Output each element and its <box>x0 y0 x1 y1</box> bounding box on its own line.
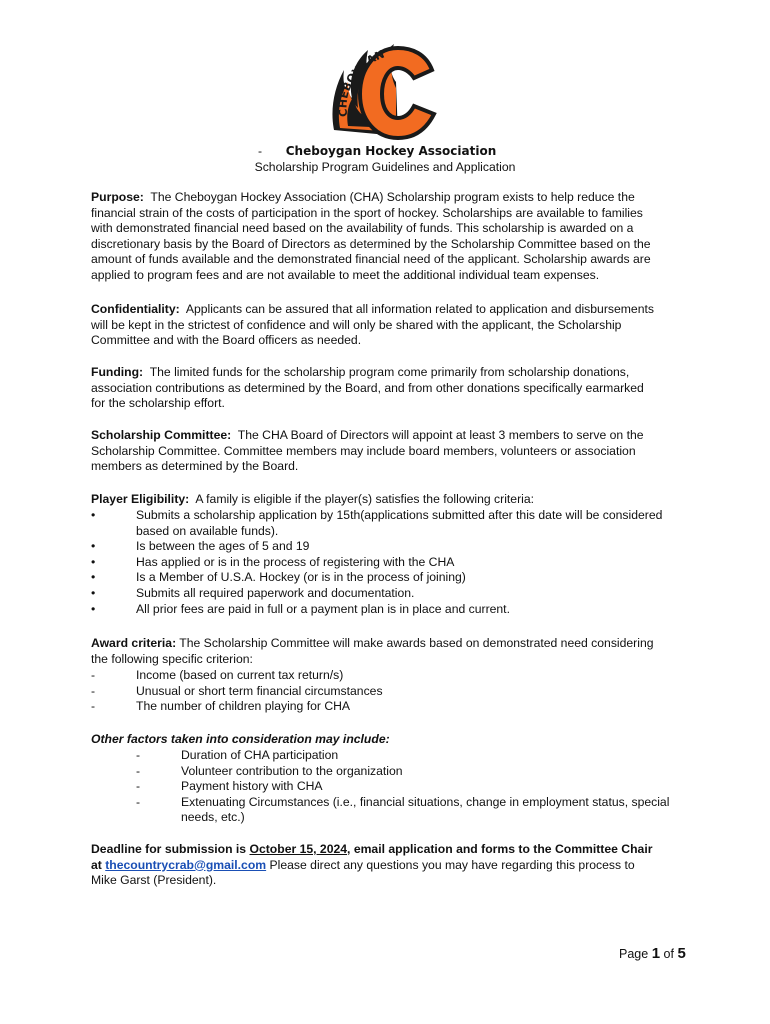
purpose-label: Purpose: <box>91 190 144 204</box>
funding-line: The limited funds for the scholarship program come primarily from scholarship donations, <box>149 365 630 379</box>
award-line: The Scholarship Committee will make awards based on demonstrated need considering <box>179 636 654 650</box>
bullet-marker: • <box>91 539 96 554</box>
committee-line: members as determined by the Board. <box>91 459 299 474</box>
eligibility-heading <box>91 492 691 508</box>
eligibility-list <box>91 508 701 617</box>
header-dash: - <box>258 144 263 158</box>
bullet-marker: • <box>91 585 96 600</box>
list-item <box>136 748 696 764</box>
committee-line: Scholarship Committee. Committee members may include board members, volunteers or association <box>91 443 636 458</box>
dash-marker: - <box>136 779 141 794</box>
list-item-text: The number of children playing for CHA <box>136 699 351 714</box>
funding-line: for the scholarship effort. <box>91 396 225 411</box>
purpose-line: financial strain of the costs of participation in the sport of hockey. Scholarships are available to families <box>91 205 643 220</box>
funding-section <box>91 365 691 412</box>
list-item <box>91 699 701 715</box>
list-item-text: Payment history with CHA <box>181 779 323 794</box>
dash-marker: - <box>136 794 141 809</box>
document-subtitle: Scholarship Program Guidelines and Application <box>254 160 516 174</box>
list-item <box>91 668 701 684</box>
list-item <box>136 779 696 795</box>
award-line: the following specific criterion: <box>91 651 253 666</box>
deadline-middle: , email application and forms to the Committee Chair <box>347 842 653 856</box>
list-item <box>136 764 696 780</box>
dash-marker: - <box>136 763 141 778</box>
deadline-at: at <box>91 857 106 872</box>
list-item-text: All prior fees are paid in full or a payment plan is in place and current. <box>136 601 510 616</box>
purpose-section <box>91 190 691 284</box>
list-item-text: Volunteer contribution to the organization <box>181 763 403 778</box>
page-word: Page <box>619 947 649 961</box>
deadline-section <box>91 842 701 889</box>
list-item <box>136 795 696 826</box>
purpose-line: with demonstrated financial need based on the availability of funds. This scholarship is awarded on a <box>91 221 634 236</box>
eligibility-label: Player Eligibility: <box>91 492 190 506</box>
logo-text: CHEBOYGAN <box>336 47 387 118</box>
committee-label: Scholarship Committee: <box>91 428 232 442</box>
confidentiality-line: Committee and with the Board officers as needed. <box>91 333 362 348</box>
deadline-contact: Mike Garst (President). <box>91 873 217 888</box>
total-pages: 5 <box>677 945 686 962</box>
list-item <box>91 570 701 586</box>
bullet-marker: • <box>91 601 96 616</box>
dash-marker: - <box>91 699 96 714</box>
current-page: 1 <box>651 945 661 962</box>
award-section <box>91 636 691 667</box>
list-item <box>91 508 701 539</box>
list-item <box>91 602 701 618</box>
deadline-date: October 15, 2024 <box>249 842 348 856</box>
list-item-text: Is a Member of U.S.A. Hockey (or is in the process of joining) <box>136 570 466 585</box>
list-item-text: Submits all required paperwork and documentation. <box>136 585 415 600</box>
bullet-marker: • <box>91 508 96 522</box>
list-item <box>91 555 701 571</box>
award-label: Award criteria: <box>91 636 177 650</box>
list-item-text: Extenuating Circumstances (i.e., financial situations, change in employment status, special <box>181 794 670 809</box>
other-factors-heading: Other factors taken into consideration may include: <box>91 732 390 746</box>
bullet-marker: • <box>91 554 96 569</box>
list-item-text: Is between the ages of 5 and 19 <box>136 539 310 554</box>
list-item <box>91 539 701 555</box>
list-item <box>91 586 701 602</box>
purpose-line: discretionary basis by the Board of Directors as determined by the Scholarship Committee based on the <box>91 236 651 251</box>
confidentiality-section <box>91 302 691 349</box>
purpose-line: applied to program fees and are not available to meet the additional individual team expenses. <box>91 267 600 282</box>
list-item-text: needs, etc.) <box>181 810 245 825</box>
purpose-line: The Cheboygan Hockey Association (CHA) Scholarship program exists to help reduce the <box>150 190 635 204</box>
funding-label: Funding: <box>91 365 144 379</box>
list-item-text: Duration of CHA participation <box>181 748 339 762</box>
of-word: of <box>663 947 674 961</box>
committee-section <box>91 428 691 475</box>
list-item <box>91 684 701 700</box>
confidentiality-line: will be kept in the strictest of confidence and will only be shared with the applicant, the Scholarship <box>91 317 622 332</box>
page-number <box>619 945 686 962</box>
dash-marker: - <box>136 748 141 762</box>
confidentiality-label: Confidentiality: <box>91 302 180 316</box>
cheboygan-logo <box>328 40 442 144</box>
confidentiality-line: Applicants can be assured that all information related to application and disbursements <box>185 302 654 316</box>
list-item-text: Has applied or is in the process of registering with the CHA <box>136 554 455 569</box>
deadline-prefix: Deadline for submission is <box>91 842 250 856</box>
list-item-text: Unusual or short term financial circumstances <box>136 683 383 698</box>
list-item-text: based on available funds). <box>136 523 279 538</box>
list-item-text: Submits a scholarship application by 15th(applications submitted after this date will be considered <box>136 508 663 522</box>
eligibility-intro: A family is eligible if the player(s) satisfies the following criteria: <box>195 492 535 506</box>
committee-line: The CHA Board of Directors will appoint at least 3 members to serve on the <box>237 428 644 442</box>
funding-line: association contributions as determined by the Board, and from other donations specifically earmarked <box>91 380 644 395</box>
committee-chair-email-link[interactable]: thecountrycrab@gmail.com <box>105 857 267 872</box>
bullet-marker: • <box>91 570 96 585</box>
header-title-line <box>0 144 770 158</box>
list-item-text: Income (based on current tax return/s) <box>136 668 344 682</box>
dash-marker: - <box>91 668 96 682</box>
deadline-rest: Please direct any questions you may have regarding this process to <box>266 857 635 872</box>
org-name: Cheboygan Hockey Association <box>285 144 497 158</box>
dash-marker: - <box>91 683 96 698</box>
purpose-line: amount of funds available and the demonstrated financial need of the applicant. Scholarship awards are <box>91 252 651 267</box>
other-factors-list <box>136 748 696 826</box>
award-criteria-list <box>91 668 701 715</box>
